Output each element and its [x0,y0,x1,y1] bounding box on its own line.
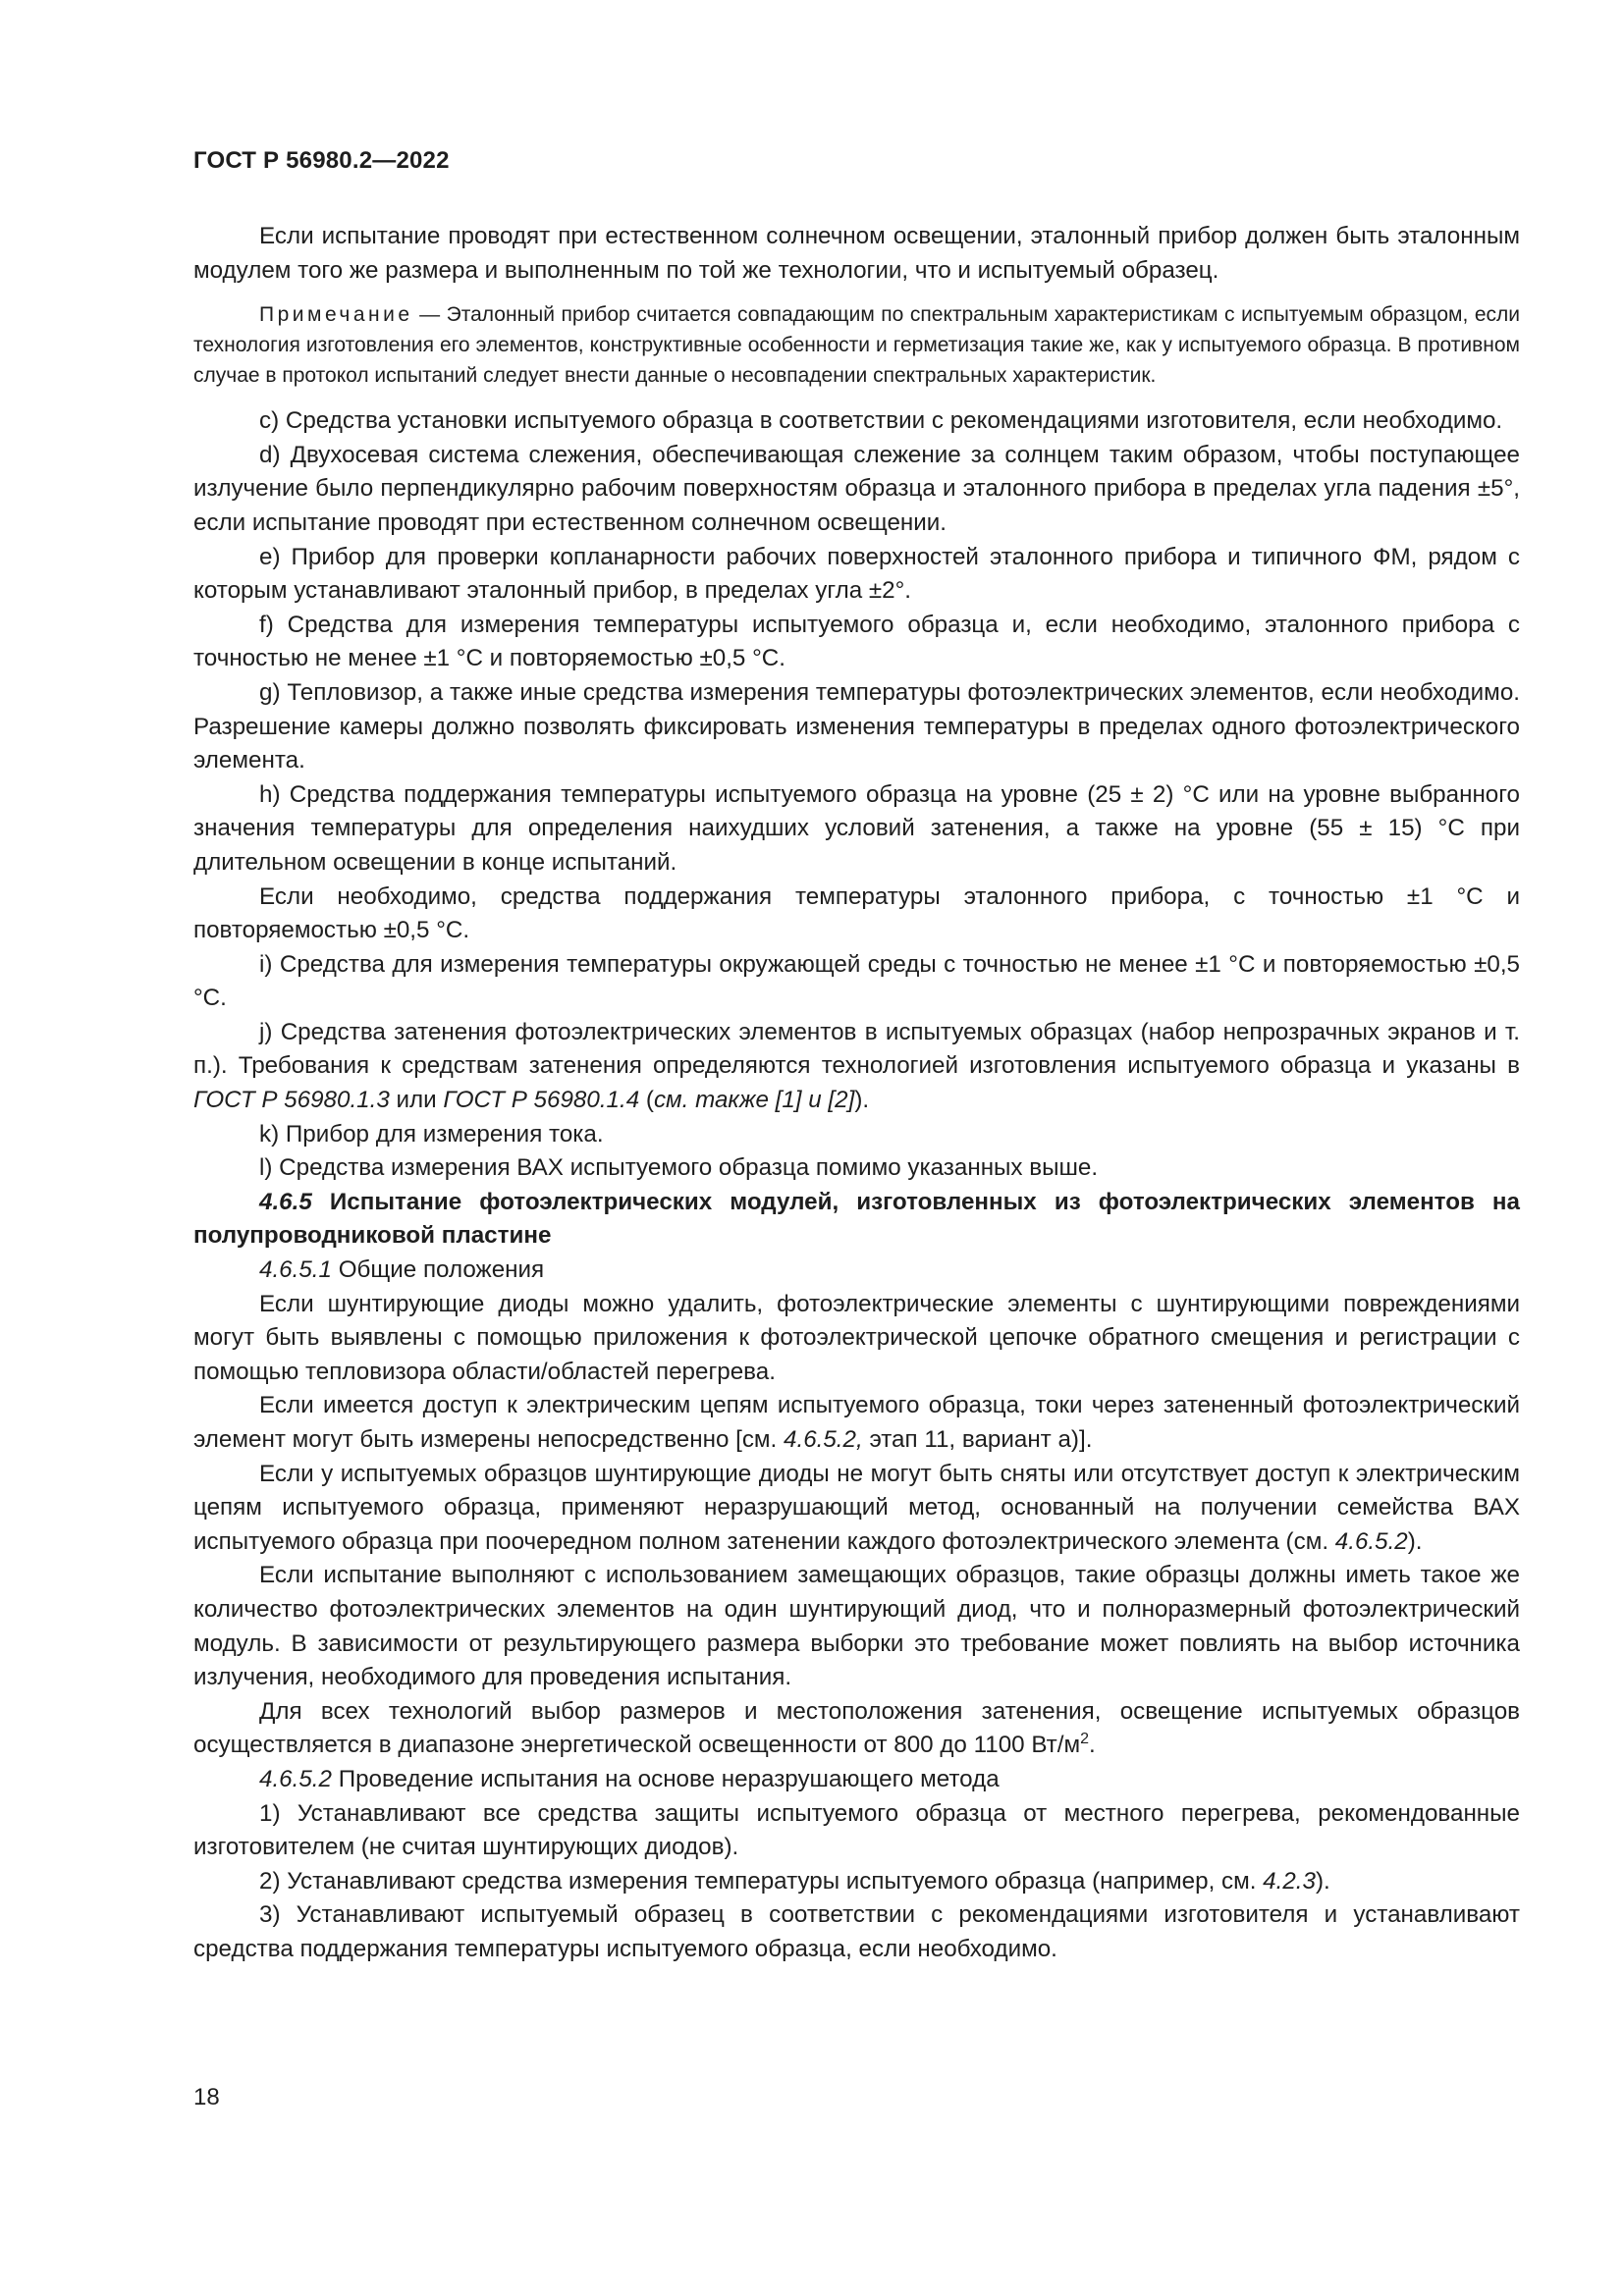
step-2 [193,1865,1520,1899]
paragraph [193,1389,1520,1457]
text-run: ). [854,1087,870,1114]
text-run: 2) Устанавливают средства измерения температуры испытуемого образца (например, см. [259,1867,1264,1895]
subsection-heading-4-6-5-1 [193,1254,1520,1288]
list-item-k: k) Прибор для измерения тока. [259,1120,604,1148]
list-item-c: c) Средства установки испытуемого образца в соответствии с рекомендациями изготовителя, если необходимо. [259,407,1503,435]
subsection-heading-4-6-5-2 [193,1763,1520,1797]
text-run: или [389,1087,444,1114]
text-run: ). [1407,1527,1423,1555]
note [193,299,1520,391]
section-heading-4-6-5 [193,1186,1520,1254]
superscript: 2 [1080,1731,1090,1748]
note-text: — Эталонный прибор считается совпадающим по спектральным характеристикам с испытуемым образцом, если технология изготовления его элементов, конструктивные особенности и герметизация такие же, как у испытуемого образца. В противном случае в протокол испытаний следует внести данные о несовпадении спектральных характеристик. [193,303,1520,388]
paragraph-intro: Если испытание проводят при естественном солнечном освещении, эталонный прибор должен быть эталонным модулем того же размера и выполненным по той же технологии, что и испытуемый образец. [193,223,1520,284]
section-number: 4.6.5 [259,1188,312,1215]
section-reference: 4.2.3 [1263,1867,1316,1895]
document-code: ГОСТ Р 56980.2—2022 [193,147,450,174]
standard-reference: ГОСТ Р 56980.1.4 [443,1087,640,1114]
list-item-j [193,1016,1520,1118]
section-reference: 4.6.5.2 [1334,1527,1408,1555]
note-label: Примечание [259,303,413,327]
step-3: 3) Устанавливают испытуемый образец в соответствии с рекомендациями изготовителя и устанавливают средства поддержания температуры испытуемого образца, если необходимо. [193,1901,1520,1962]
section-title: Проведение испытания на основе неразрушающего метода [331,1765,1000,1792]
list-item-l: l) Средства измерения ВАХ испытуемого образца помимо указанных выше. [259,1154,1099,1182]
text-run: Для всех технологий выбор размеров и местоположения затенения, освещение испытуемых образцов осуществляется в диапазоне энергетической освещенности от 800 до 1100 Вт/м [193,1697,1520,1759]
text-run: j) Средства затенения фотоэлектрических элементов в испытуемых образцах (набор непрозрачных экранов и т. п.). Требования к средствам затенения определяются технологией изготовления испытуемого образца и указаны в [193,1018,1520,1080]
section-title: Общие положения [331,1256,545,1284]
page-number: 18 [193,2084,220,2110]
list-item-g: g) Тепловизор, а также иные средства измерения температуры фотоэлектрических элементов, если необходимо. Разрешение камеры должно позволять фиксировать изменения температуры в пределах одного фотоэлектрического элемента. [193,678,1520,774]
paragraph [193,1458,1520,1560]
paragraph [193,1695,1520,1763]
text-run: этап 11, вариант а)]. [862,1426,1093,1453]
list-item-h: h) Средства поддержания температуры испытуемого образца на уровне (25 ± 2) °C или на уровне выбранного значения температуры для определения наихудших условий затенения, а также на уровне (55 ± 15) °C при длительном освещении в конце испытаний. [193,780,1520,876]
text-run: Если имеется доступ к электрическим цепям испытуемого образца, токи через затененный фотоэлектрический элемент могут быть измерены непосредственно [см. [193,1392,1520,1453]
standard-reference: ГОСТ Р 56980.1.3 [193,1087,390,1114]
text-run: ( [639,1087,654,1114]
page-body [193,220,1520,1967]
section-title: Испытание фотоэлектрических модулей, изготовленных из фотоэлектрических элементов на полупроводниковой пластине [193,1188,1520,1250]
list-item-e: e) Прибор для проверки копланарности рабочих поверхностей эталонного прибора и типичного ФМ, рядом с которым устанавливают эталонный прибор, в пределах угла ±2°. [193,543,1520,605]
section-reference: 4.6.5.2, [784,1426,863,1453]
section-number: 4.6.5.1 [259,1256,332,1284]
list-item-i: i) Средства для измерения температуры окружающей среды с точностью не менее ±1 °C и повторяемостью ±0,5 °C. [193,950,1520,1012]
text-run: ). [1315,1867,1330,1895]
section-number: 4.6.5.2 [259,1765,332,1792]
paragraph: Если шунтирующие диоды можно удалить, фотоэлектрические элементы с шунтирующими повреждениями могут быть выявлены с помощью приложения к фотоэлектрической цепочке обратного смещения и регистрации с помощью тепловизора области/областей перегрева. [193,1290,1520,1385]
paragraph: Если испытание выполняют с использованием замещающих образцов, такие образцы должны иметь такое же количество фотоэлектрических элементов на один шунтирующий диод, что и полноразмерный фотоэлектрический модуль. В зависимости от результирующего размера выборки это требование может повлиять на выбор источника излучения, необходимого для проведения испытания. [193,1562,1520,1691]
bibliography-reference: см. также [1] и [2] [653,1087,855,1114]
step-1: 1) Устанавливают все средства защиты испытуемого образца от местного перегрева, рекомендованные изготовителем (не считая шунтирующих диодов). [193,1799,1520,1861]
text-run: Если у испытуемых образцов шунтирующие диоды не могут быть сняты или отсутствует доступ к электрическим цепям испытуемого образца, применяют неразрушающий метод, основанный на получении семейства ВАХ испытуемого образца при поочередном полном затенении каждого фотоэлектрического элемента (см. [193,1460,1520,1555]
text-run: . [1089,1732,1096,1759]
list-item-f: f) Средства для измерения температуры испытуемого образца и, если необходимо, эталонного прибора с точностью не менее ±1 °C и повторяемостью ±0,5 °C. [193,611,1520,672]
list-item-d: d) Двухосевая система слежения, обеспечивающая слежение за солнцем таким образом, чтобы поступающее излучение было перпендикулярно рабочим поверхностям образца и эталонного прибора в пределах угла падения ±5°, если испытание проводят при естественном солнечном освещении. [193,441,1520,536]
list-item-h-extra: Если необходимо, средства поддержания температуры эталонного прибора, с точностью ±1 °C и повторяемостью ±0,5 °C. [193,882,1520,944]
